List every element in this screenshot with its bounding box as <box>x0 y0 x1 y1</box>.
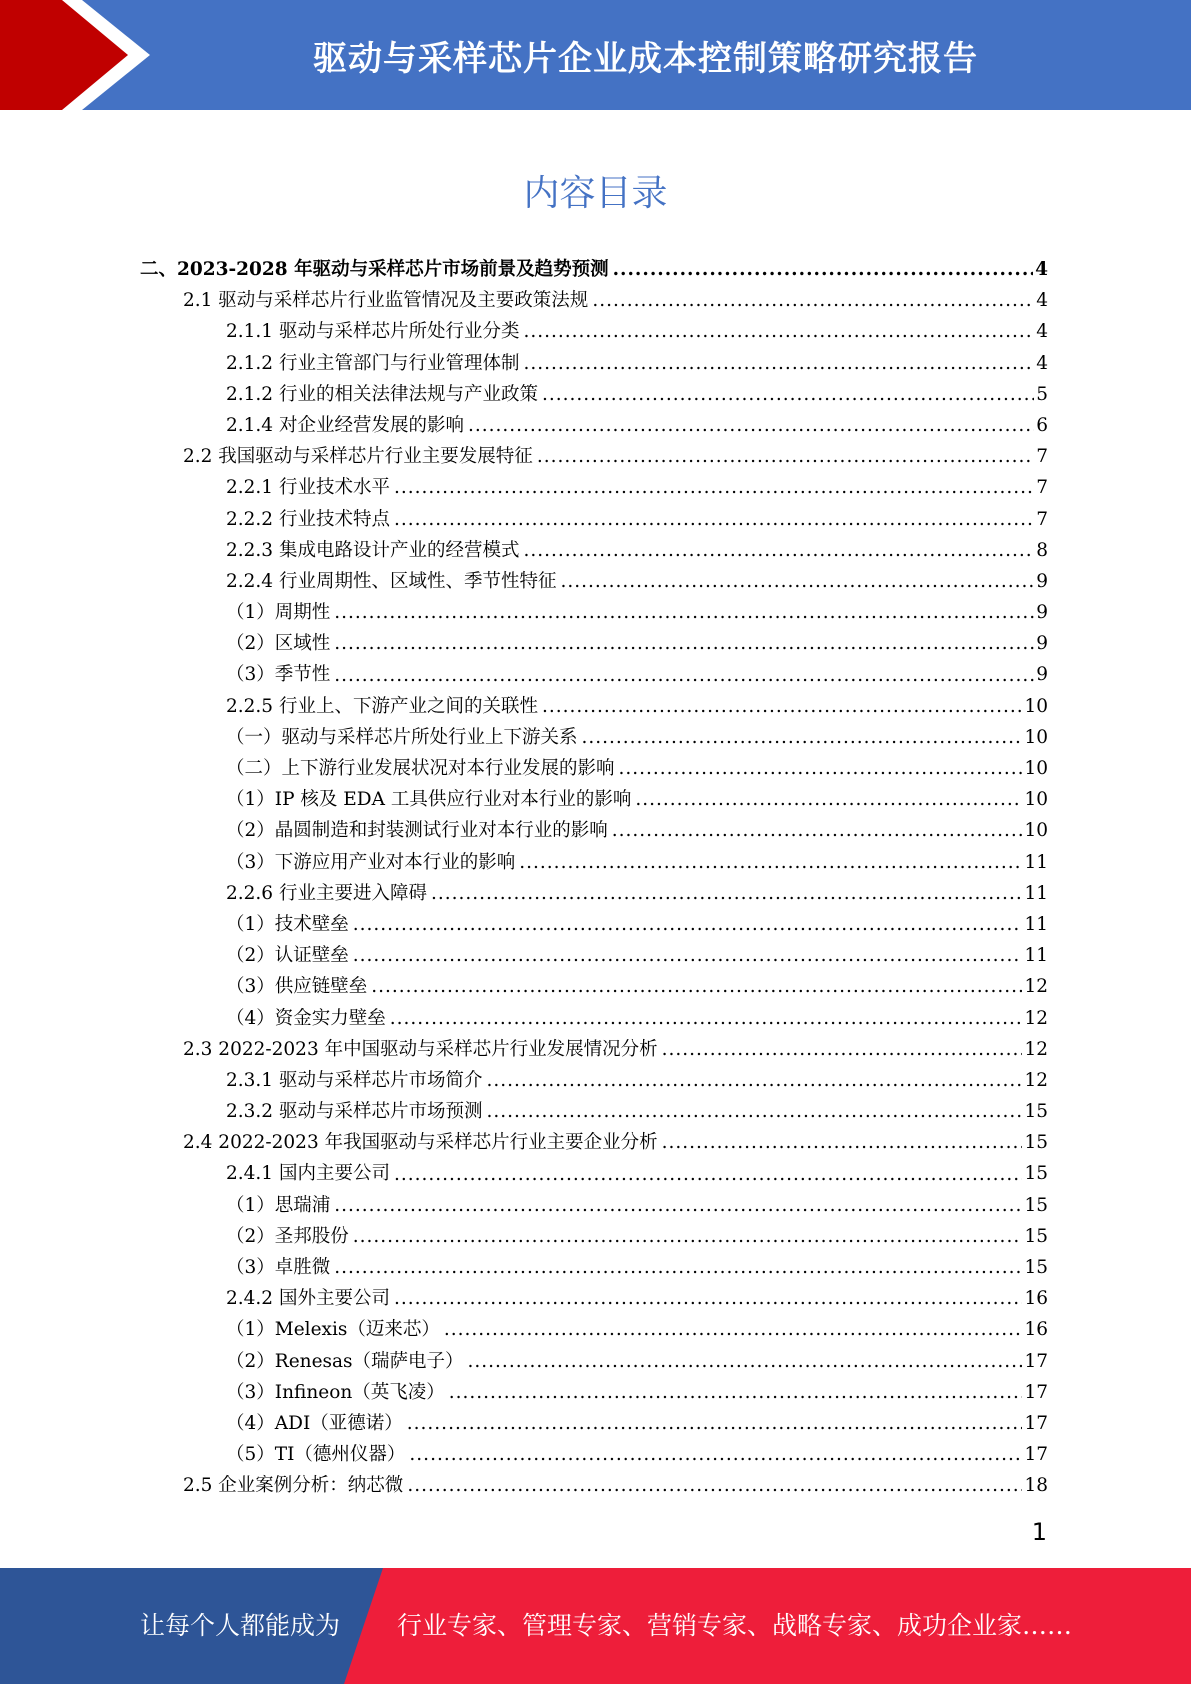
toc-dot-leader <box>407 1470 1022 1501</box>
toc-entry[interactable] <box>140 348 1048 379</box>
toc-entry[interactable] <box>140 254 1048 285</box>
toc-entry-page: 11 <box>1024 882 1048 904</box>
toc-dot-leader <box>334 1252 1022 1283</box>
toc-entry-label: （1）思瑞浦 <box>226 1194 331 1216</box>
toc-entry[interactable] <box>140 410 1048 441</box>
toc-entry[interactable] <box>140 1314 1048 1345</box>
toc-entry-page: 10 <box>1024 789 1048 811</box>
toc-dot-leader <box>662 1127 1023 1158</box>
toc-entry[interactable] <box>140 316 1048 347</box>
toc-entry-page: 8 <box>1036 539 1048 561</box>
toc-entry-label: （2）晶圆制造和封装测试行业对本行业的影响 <box>226 820 608 842</box>
toc-entry[interactable] <box>140 1377 1048 1408</box>
toc-entry-label: （1）技术壁垒 <box>226 913 349 935</box>
toc-entry-page: 4 <box>1036 321 1048 343</box>
toc-entry-label: 2.2.5 行业上、下游产业之间的关联性 <box>226 695 538 717</box>
toc-entry[interactable] <box>140 472 1048 503</box>
report-title: 驱动与采样芯片企业成本控制策略研究报告 <box>313 38 978 79</box>
toc-dot-leader <box>431 878 1022 909</box>
toc-dot-leader <box>486 1065 1022 1096</box>
toc-entry-label: 二、2023-2028 年驱动与采样芯片市场前景及趋势预测 <box>140 259 609 280</box>
toc-entry-label: （二）上下游行业发展状况对本行业发展的影响 <box>226 758 615 779</box>
toc-entry-label: （3）Infineon（英飞凌） <box>226 1381 445 1403</box>
toc-entry-label: （1）Melexis（迈来芯） <box>226 1319 440 1341</box>
toc-entry-label: （3）卓胜微 <box>226 1257 331 1278</box>
toc-entry[interactable] <box>140 566 1048 597</box>
toc-entry-page: 4 <box>1036 290 1048 312</box>
toc-entry-page: 9 <box>1036 602 1048 624</box>
toc-dot-leader <box>523 348 1034 379</box>
toc-dot-leader <box>582 722 1023 753</box>
toc-entry[interactable] <box>140 847 1048 878</box>
toc-entry-page: 7 <box>1036 508 1048 530</box>
toc-entry[interactable] <box>140 753 1048 784</box>
toc-entry-label: 2.3.2 驱动与采样芯片市场预测 <box>226 1101 483 1123</box>
toc-entry[interactable] <box>140 1065 1048 1096</box>
toc-entry[interactable] <box>140 1127 1048 1158</box>
toc-entry-label: 2.3 2022-2023 年中国驱动与采样芯片行业发展情况分析 <box>183 1038 658 1060</box>
toc-entry-page: 11 <box>1024 851 1048 873</box>
toc-entry-page: 12 <box>1024 1007 1048 1029</box>
toc-entry-label: （2）圣邦股份 <box>226 1225 349 1247</box>
toc-entry[interactable] <box>140 504 1048 535</box>
toc-entry[interactable] <box>140 1408 1048 1439</box>
toc-entry-label: 2.1.2 行业主管部门与行业管理体制 <box>226 352 520 374</box>
toc-dot-leader <box>353 1221 1023 1252</box>
toc-entry[interactable] <box>140 1439 1048 1470</box>
toc-entry-label: 2.1.2 行业的相关法律法规与产业政策 <box>226 383 538 405</box>
toc-entry-label: 2.4 2022-2023 年我国驱动与采样芯片行业主要企业分析 <box>183 1132 658 1154</box>
toc-dot-leader <box>371 971 1022 1002</box>
toc-dot-leader <box>334 597 1034 628</box>
toc-entry-page: 4 <box>1035 259 1048 280</box>
toc-entry[interactable] <box>140 285 1048 316</box>
toc-entry[interactable] <box>140 1470 1048 1501</box>
toc-entry-label: 2.2.4 行业周期性、区域性、季节性特征 <box>226 570 557 592</box>
toc-dot-leader <box>519 847 1022 878</box>
toc-entry-label: （1）IP 核及 EDA 工具供应行业对本行业的影响 <box>226 789 632 811</box>
toc-entry-label: 2.5 企业案例分析：纳芯微 <box>183 1475 404 1497</box>
toc-entry-label: （2）区域性 <box>226 633 331 655</box>
toc-entry[interactable] <box>140 659 1048 690</box>
toc-entry[interactable] <box>140 815 1048 846</box>
toc-entry[interactable] <box>140 1096 1048 1127</box>
toc-entry-label: （4）资金实力壁垒 <box>226 1007 386 1029</box>
toc-entry[interactable] <box>140 909 1048 940</box>
toc-entry-label: 2.4.2 国外主要公司 <box>226 1288 390 1310</box>
toc-dot-leader <box>353 940 1023 971</box>
toc-entry[interactable] <box>140 1283 1048 1314</box>
toc-entry-label: 2.2 我国驱动与采样芯片行业主要发展特征 <box>183 446 533 468</box>
toc-entry[interactable] <box>140 1003 1048 1034</box>
toc-entry-label: 2.2.6 行业主要进入障碍 <box>226 882 427 904</box>
toc-entry-page: 4 <box>1036 352 1048 374</box>
toc-dot-leader <box>334 1190 1022 1221</box>
toc-entry[interactable] <box>140 971 1048 1002</box>
page-header <box>0 0 1191 110</box>
toc-entry-page: 12 <box>1024 1038 1048 1060</box>
toc-entry-page: 7 <box>1036 477 1048 499</box>
toc-entry-label: 2.1 驱动与采样芯片行业监管情况及主要政策法规 <box>183 290 589 312</box>
toc-entry-label: 2.2.3 集成电路设计产业的经营模式 <box>226 539 520 561</box>
toc-entry[interactable] <box>140 1221 1048 1252</box>
toc-entry[interactable] <box>140 379 1048 410</box>
toc-entry[interactable] <box>140 597 1048 628</box>
toc-dot-leader <box>486 1096 1022 1127</box>
toc-dot-leader <box>394 1159 1022 1190</box>
toc-entry-page: 10 <box>1024 726 1048 748</box>
toc-entry-label: （一）驱动与采样芯片所处行业上下游关系 <box>226 726 578 748</box>
toc-entry-page: 12 <box>1024 976 1048 998</box>
toc-dot-leader <box>542 691 1022 722</box>
toc-entry[interactable] <box>140 441 1048 472</box>
footer-slogan-left: 让每个人都能成为 <box>140 1611 341 1640</box>
toc-entry-label: （5）TI（德州仪器） <box>226 1444 406 1466</box>
toc-entry-page: 15 <box>1024 1132 1048 1154</box>
toc-entry-page: 10 <box>1024 820 1048 842</box>
page-number: 1 <box>1031 1518 1047 1546</box>
toc-entry-page: 15 <box>1024 1163 1048 1185</box>
toc-entry-page: 10 <box>1024 758 1048 779</box>
toc-dot-leader <box>560 566 1034 597</box>
toc-dot-leader <box>390 1003 1023 1034</box>
toc-entry-page: 5 <box>1036 383 1048 405</box>
toc-entry-page: 6 <box>1036 414 1048 436</box>
toc-entry[interactable] <box>140 1346 1048 1377</box>
toc-dot-leader <box>612 815 1023 846</box>
toc-entry-label: （1）周期性 <box>226 602 331 624</box>
toc-dot-leader <box>542 379 1034 410</box>
toc-entry[interactable] <box>140 940 1048 971</box>
toc-entry-label: 2.3.1 驱动与采样芯片市场简介 <box>226 1069 483 1091</box>
toc-entry-label: 2.4.1 国内主要公司 <box>226 1163 390 1185</box>
toc-entry-label: 2.1.4 对企业经营发展的影响 <box>226 414 464 436</box>
toc-entry-page: 9 <box>1036 570 1048 592</box>
toc-entry[interactable] <box>140 1252 1048 1283</box>
toc-dot-leader <box>592 285 1034 316</box>
toc-dot-leader <box>537 441 1034 472</box>
toc-entry-label: 2.1.1 驱动与采样芯片所处行业分类 <box>226 321 520 343</box>
toc-entry-page: 11 <box>1024 945 1048 967</box>
toc-entry-page: 16 <box>1024 1288 1048 1310</box>
toc-dot-leader <box>334 660 1034 691</box>
toc-entry-page: 15 <box>1024 1225 1048 1247</box>
toc-entry-label: （2）认证壁垒 <box>226 945 349 967</box>
toc-entry-page: 15 <box>1024 1194 1048 1216</box>
toc-dot-leader <box>523 535 1034 566</box>
toc-dot-leader <box>523 316 1034 347</box>
footer-slogan-right: 行业专家、管理专家、营销专家、战略专家、成功企业家…… <box>397 1611 1073 1640</box>
toc-dot-leader <box>468 410 1034 441</box>
toc-entry[interactable] <box>140 784 1048 815</box>
toc-entry-page: 18 <box>1024 1475 1048 1497</box>
toc-dot-leader <box>394 504 1034 535</box>
toc-entry-label: （4）ADI（亚德诺） <box>226 1412 403 1434</box>
toc-dot-leader <box>444 1314 1023 1345</box>
toc-entry-page: 15 <box>1024 1101 1048 1123</box>
toc-entry-page: 16 <box>1024 1319 1048 1341</box>
toc-entry[interactable] <box>140 1034 1048 1065</box>
toc-title: 内容目录 <box>523 173 668 214</box>
toc-entry-page: 12 <box>1024 1069 1048 1091</box>
toc-entry-label: （3）下游应用产业对本行业的影响 <box>226 851 516 873</box>
table-of-contents <box>140 254 1048 1502</box>
toc-dot-leader <box>407 1408 1023 1439</box>
page-footer <box>0 1568 1191 1684</box>
toc-entry-label: 2.2.1 行业技术水平 <box>226 477 390 499</box>
toc-entry[interactable] <box>140 1190 1048 1221</box>
toc-entry-page: 9 <box>1036 664 1048 686</box>
toc-entry-page: 9 <box>1036 633 1048 655</box>
toc-dot-leader <box>394 472 1034 503</box>
toc-entry[interactable] <box>140 628 1048 659</box>
toc-dot-leader <box>334 628 1034 659</box>
toc-entry-label: （2）Renesas（瑞萨电子） <box>226 1350 464 1372</box>
toc-dot-leader <box>662 1034 1023 1065</box>
toc-entry-page: 17 <box>1024 1350 1048 1372</box>
toc-dot-leader <box>619 753 1023 784</box>
toc-dot-leader <box>394 1283 1022 1314</box>
toc-entry-page: 17 <box>1024 1412 1048 1434</box>
toc-entry[interactable] <box>140 1158 1048 1189</box>
toc-entry[interactable] <box>140 691 1048 722</box>
toc-entry[interactable] <box>140 878 1048 909</box>
toc-entry[interactable] <box>140 722 1048 753</box>
toc-entry-page: 17 <box>1024 1381 1048 1403</box>
toc-entry-page: 15 <box>1024 1257 1048 1278</box>
toc-entry-label: （3）季节性 <box>226 664 331 686</box>
toc-dot-leader <box>613 254 1034 285</box>
toc-entry-label: （3）供应链壁垒 <box>226 976 368 998</box>
toc-entry-page: 10 <box>1024 695 1048 717</box>
toc-dot-leader <box>449 1377 1023 1408</box>
toc-entry-page: 11 <box>1024 913 1048 935</box>
toc-entry-page: 17 <box>1024 1444 1048 1466</box>
toc-dot-leader <box>353 909 1023 940</box>
toc-entry-page: 7 <box>1036 446 1048 468</box>
toc-entry[interactable] <box>140 535 1048 566</box>
toc-dot-leader <box>635 784 1022 815</box>
toc-entry-label: 2.2.2 行业技术特点 <box>226 508 390 530</box>
toc-dot-leader <box>409 1439 1022 1470</box>
toc-dot-leader <box>468 1346 1023 1377</box>
